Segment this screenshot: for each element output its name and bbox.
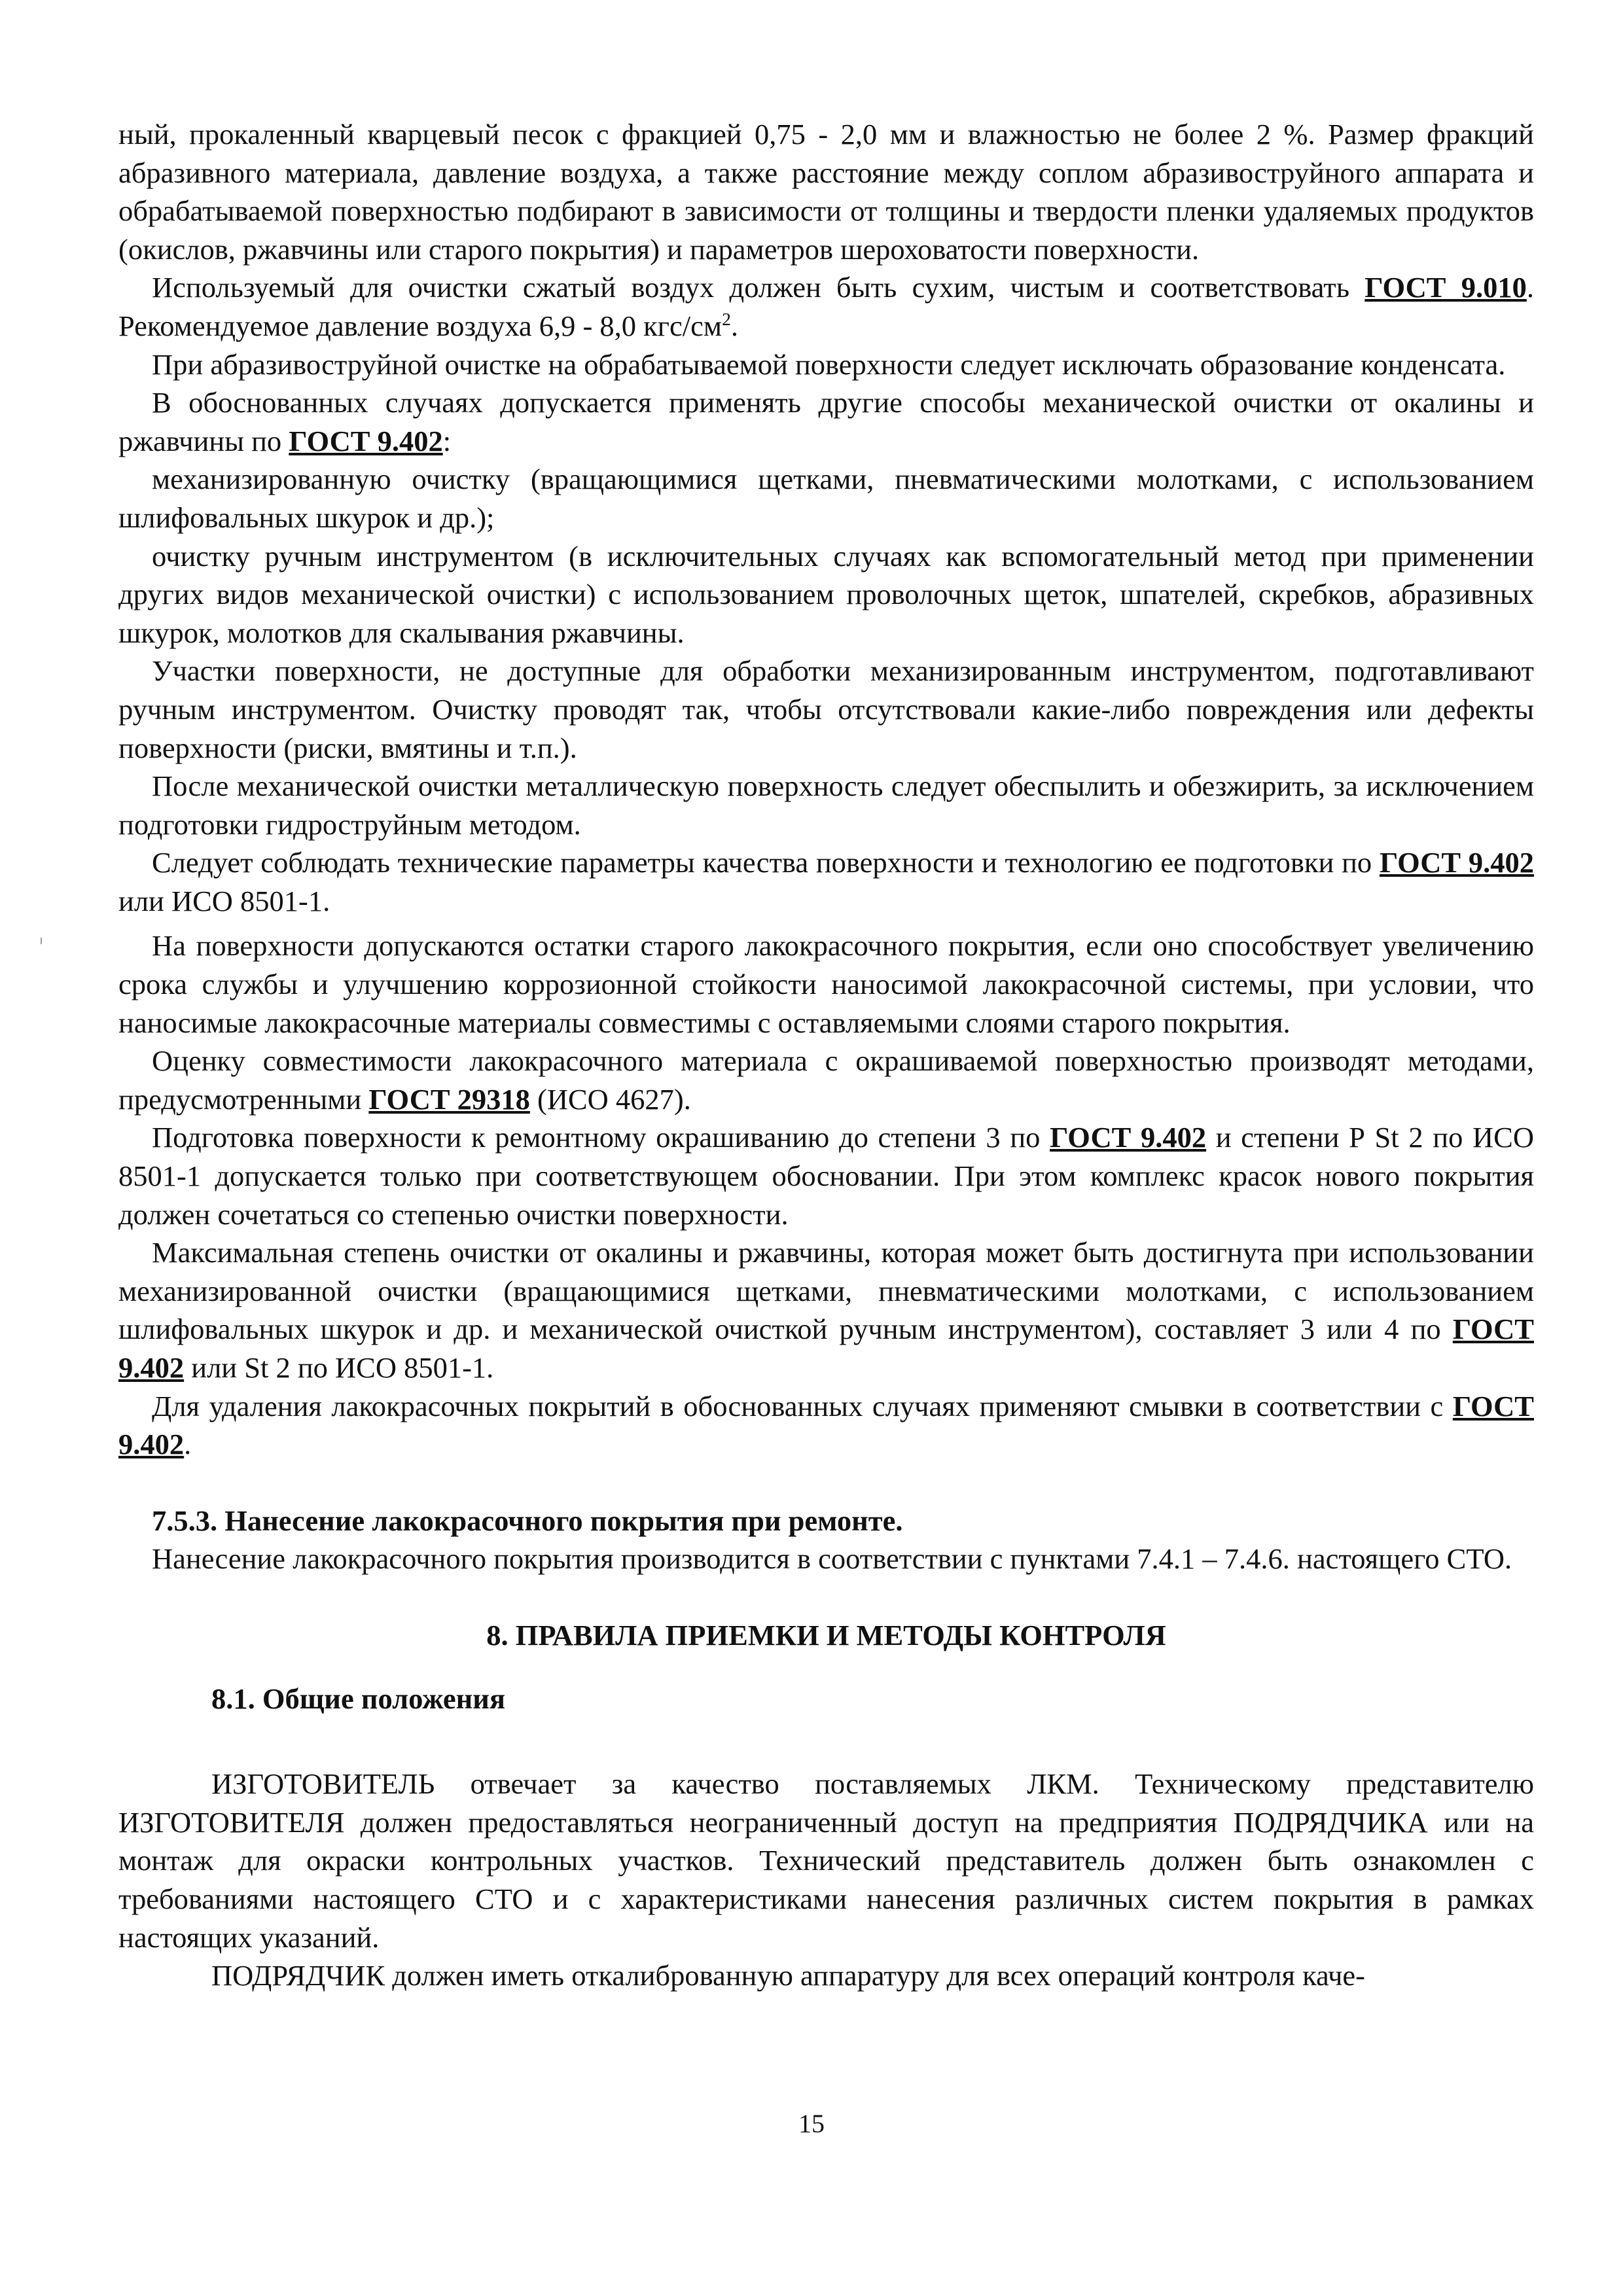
chapter-heading-8: 8. ПРАВИЛА ПРИЕМКИ И МЕТОДЫ КОНТРОЛЯ [486,1618,1166,1651]
gost-reference: ГОСТ 9.402 [289,424,443,457]
paragraph-max-cleaning-degree: Максимальная степень очистки от окалины и ржавчины, которая может быть достигнута при использовании механизированной очистки (вращающимися щетками, пневматическими молотками, с использованием шлифовальных шкурок и др. и механической очисткой ручным инструментом), составляет 3 или 4 по ГОСТ 9.402 или St 2 по ИСО 8501-1. [118,1236,1534,1384]
paragraph-other-methods: В обоснованных случаях допускается применять другие способы механической очистки от окалины и ржавчины по ГОСТ 9.402: [118,386,1534,457]
paragraph-inaccessible-areas: Участки поверхности, не доступные для обработки механизированным инструментом, подготавливают ручным инструментом. Очистку проводят так, чтобы отсутствовали какие-либо повреждения или дефекты поверхности (риски, вмятины и т.п.). [118,654,1534,764]
paragraph-repair-preparation: Подготовка поверхности к ремонтному окрашиванию до степени 3 по ГОСТ 9.402 и степени Р St 2 по ИСО 8501-1 допускается только при соответствующем обосновании. При этом комплекс красок нового покрытия должен сочетаться со степенью очистки поверхности. [118,1121,1534,1231]
gost-reference: ГОСТ 9.402 [1050,1121,1207,1154]
section-heading-8-1: 8.1. Общие положения [211,1682,506,1715]
gost-reference: ГОСТ 9.402 [1379,846,1534,879]
paragraph-compatibility: Оценку совместимости лакокрасочного материала с окрашиваемой поверхностью производят методами, предусмотренными ГОСТ 29318 (ИСО 4627). [118,1044,1534,1116]
scan-speck [41,938,42,944]
paragraph-degreasing: После механической очистки металлическую поверхность следует обеспылить и обезжирить, за исключением подготовки гидроструйным методом. [118,769,1534,841]
paragraph-contractor: ПОДРЯДЧИК должен иметь откалиброванную аппаратуру для всех операций контроля каче- [211,1959,1365,1992]
paragraph-hand-tool-cleaning: очистку ручным инструментом (в исключительных случаях как вспомогательный метод при применении других видов механической очистки) с использованием проволочных щеток, шпателей, скребков, абразивных шкурок, молотков для скалывания ржавчины. [118,539,1534,649]
paragraph-compressed-air: Используемый для очистки сжатый воздух должен быть сухим, чистым и соответствовать ГОСТ 9.010. Рекомендуемое давление воздуха 6,9 - 8,0 кгс/$см^2$. [118,271,1534,342]
document-body [118,115,1534,1995]
page-number: 15 [798,2109,825,2138]
paragraph-mechanized-cleaning: механизированную очистку (вращающимися щетками, пневматическими молотками, с использованием шлифовальных шкурок и др.); [118,463,1534,534]
paragraph-quality-parameters: Следует соблюдать технические параметры качества поверхности и технологию ее подготовки по ГОСТ 9.402 или ИСО 8501-1. [118,846,1534,917]
paragraph-manufacturer: ИЗГОТОВИТЕЛЬ отвечает за качество поставляемых ЛКМ. Техническому представителю ИЗГОТОВИТЕЛЯ должен предоставляться неограниченный доступ на предприятия ПОДРЯДЧИКА или на монтаж для окраски контрольных участков. Технический представитель должен быть ознакомлен с требованиями настоящего СТО и с характеристиками нанесения различных систем покрытия в рамках настоящих указаний. [118,1767,1534,1954]
gost-reference: ГОСТ 9.402 [118,1389,1534,1461]
paragraph-abrasive-sand: ный, прокаленный кварцевый песок с фракцией 0,75 - 2,0 мм и влажностью не более 2 %. Размер фракций абразивного материала, давление воздуха, а также расстояние между соплом абразивоструйного аппарата и обрабатываемой поверхностью подбирают в зависимости от толщины и твердости пленки удаляемых продуктов (окислов, ржавчины или старого покрытия) и параметров шероховатости поверхности. [118,118,1534,266]
superscript: 2 [722,309,731,330]
gost-reference: ГОСТ 9.402 [118,1313,1534,1384]
section-heading-7-5-3: 7.5.3. Нанесение лакокрасочного покрытия при ремонте. [152,1504,903,1537]
paragraph-condensate: При абразивоструйной очистке на обрабатываемой поверхности следует исключать образование конденсата. [152,347,1506,381]
gost-reference: ГОСТ 29318 [368,1082,530,1116]
paragraph-coating-application: Нанесение лакокрасочного покрытия производится в соответствии с пунктами 7.4.1 – 7.4.6. настоящего СТО. [152,1542,1512,1576]
paragraph-old-coating: На поверхности допускаются остатки старого лакокрасочного покрытия, если оно способствует увеличению срока службы и улучшению коррозионной стойкости наносимой лакокрасочной системы, при условии, что наносимые лакокрасочные материалы совместимы с оставляемыми слоями старого покрытия. [118,929,1534,1039]
gost-reference: ГОСТ 9.010 [1364,271,1527,304]
paragraph-removers: Для удаления лакокрасочных покрытий в обоснованных случаях применяют смывки в соответствии с ГОСТ 9.402. [118,1389,1534,1461]
